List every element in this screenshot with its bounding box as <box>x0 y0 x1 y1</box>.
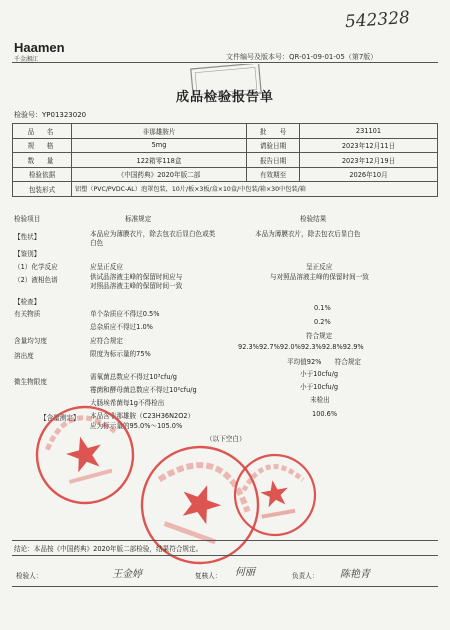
mold-result: 小于10cfu/g <box>300 383 339 391</box>
info-table <box>12 123 438 197</box>
assay-result: 100.6% <box>312 410 338 418</box>
aerobic-standard: 需氧菌总数应不得过10³cfu/g <box>90 373 177 381</box>
ecoli-standard: 大肠埃希菌每1g不得检出 <box>90 399 165 407</box>
dissolution-result: 92.3%92.7%92.0%92.3%92.8%92.9% <box>238 343 364 351</box>
company-logo: Haamen <box>14 40 65 55</box>
hplc-standard: 供试品溶液主峰的保留时间应与 <box>90 273 183 281</box>
info-value: 5mg <box>72 138 247 153</box>
info-value: 2023年12月11日 <box>300 138 438 153</box>
info-row <box>13 124 438 139</box>
dissolution-standard: 限度为标示量的75% <box>90 350 151 358</box>
item-dissolution: 溶出度 <box>14 352 34 360</box>
item-check: 【检查】 <box>14 298 41 306</box>
reviewer-signature: 何丽 <box>235 567 255 578</box>
item-related: 有关物质 <box>14 310 41 318</box>
info-key: 报告日期 <box>247 153 300 168</box>
info-key: 检验依据 <box>13 167 72 182</box>
assay-standard-2: 应为标示量的95.0%～105.0% <box>90 422 183 430</box>
ecoli-result: 未检出 <box>310 396 330 404</box>
item-traits: 【性状】 <box>14 233 41 241</box>
info-row <box>13 167 438 182</box>
manager-signature: 陈艳青 <box>340 569 370 580</box>
info-key: 数 量 <box>13 153 72 168</box>
traits-result: 本品为薄膜衣片，除去包衣后显白色 <box>255 230 361 238</box>
reviewer-label: 复核人： <box>195 572 222 580</box>
document-number: 文件编号及版本号：QR-01-09-01-05（第7版） <box>226 53 378 61</box>
footer-divider <box>12 586 438 587</box>
stamp-inspection-seal <box>230 450 320 540</box>
single-impurity-standard: 单个杂质应不得过0.5% <box>90 310 160 318</box>
manager-label: 负责人： <box>292 572 319 580</box>
stamp-quality-dept-1 <box>30 400 140 510</box>
mold-standard: 霉菌和酵母菌总数应不得过10²cfu/g <box>90 386 197 394</box>
info-row <box>13 182 438 197</box>
info-value: 《中国药典》2020年版二部 <box>72 167 247 182</box>
info-value: 2023年12月19日 <box>300 153 438 168</box>
info-row <box>13 138 438 153</box>
total-impurity-result: 0.2% <box>314 318 331 326</box>
item-assay: 【含量测定】 <box>40 414 80 422</box>
item-identify: 【鉴别】 <box>14 250 41 258</box>
uniformity-result: 符合规定 <box>306 332 333 340</box>
test-number: 检验号：YP01323020 <box>14 111 87 119</box>
info-key: 批 号 <box>247 124 300 139</box>
dissolution-average: 平均值92% 符合规定 <box>287 358 361 366</box>
conclusion-top-border <box>12 540 438 541</box>
inspector-label: 检验人： <box>16 572 43 580</box>
info-row <box>13 153 438 168</box>
head-result: 检验结果 <box>300 215 327 223</box>
single-impurity-result: 0.1% <box>314 304 331 312</box>
total-impurity-standard: 总杂质应不得过1.0% <box>90 323 153 331</box>
head-item: 检验项目 <box>14 215 41 223</box>
blank-note: （以下空白） <box>206 435 246 443</box>
info-key: 请验日期 <box>247 138 300 153</box>
handwritten-number: 542328 <box>344 7 411 33</box>
item-chem: （1）化学反应 <box>14 263 58 271</box>
uniformity-standard: 应符合规定 <box>90 337 123 345</box>
report-title: 成品检验报告单 <box>175 90 274 105</box>
aerobic-result: 小于10cfu/g <box>300 370 339 378</box>
item-uniformity: 含量均匀度 <box>14 337 47 345</box>
chem-result: 呈正反应 <box>306 263 333 271</box>
info-value: 2026年10月 <box>300 167 438 182</box>
hplc-result: 与对照品溶液主峰的保留时间一致 <box>270 273 369 281</box>
conclusion-bottom-border <box>12 555 438 556</box>
item-microbial: 微生物限度 <box>14 378 47 386</box>
info-key: 规 格 <box>13 138 72 153</box>
conclusion: 结论：本品按《中国药典》2020年版二部检验，结果符合规定。 <box>14 545 203 553</box>
traits-standard: 本品应为薄膜衣片，除去包衣后显白色或类 <box>90 230 216 238</box>
hplc-standard-2: 对照品溶液主峰的保留时间一致 <box>90 282 183 290</box>
info-value: 非那雄胺片 <box>72 124 247 139</box>
info-key: 有效期至 <box>247 167 300 182</box>
packaging-value: 铝塑（PVC/PVDC-AL）泡罩包装，10片/板×3板/盒×10盒/中包装/箱×30中包装/箱 <box>72 182 438 197</box>
info-value: 231101 <box>300 124 438 139</box>
traits-standard-2: 白色 <box>90 239 104 247</box>
info-key: 品 名 <box>13 124 72 139</box>
item-hplc: （2）液相色谱 <box>14 276 58 284</box>
info-value: 122箱零118盒 <box>72 153 247 168</box>
chem-standard: 应呈正反应 <box>90 263 123 271</box>
assay-standard: 本品含非那雄胺（C23H36N2O2） <box>90 412 195 420</box>
inspector-signature: 王金婷 <box>112 569 142 580</box>
company-logo-sub: 千金湘江 <box>14 56 39 63</box>
info-key: 包装形式 <box>13 182 72 197</box>
head-standard: 标准规定 <box>125 215 152 223</box>
header-divider <box>12 62 438 63</box>
